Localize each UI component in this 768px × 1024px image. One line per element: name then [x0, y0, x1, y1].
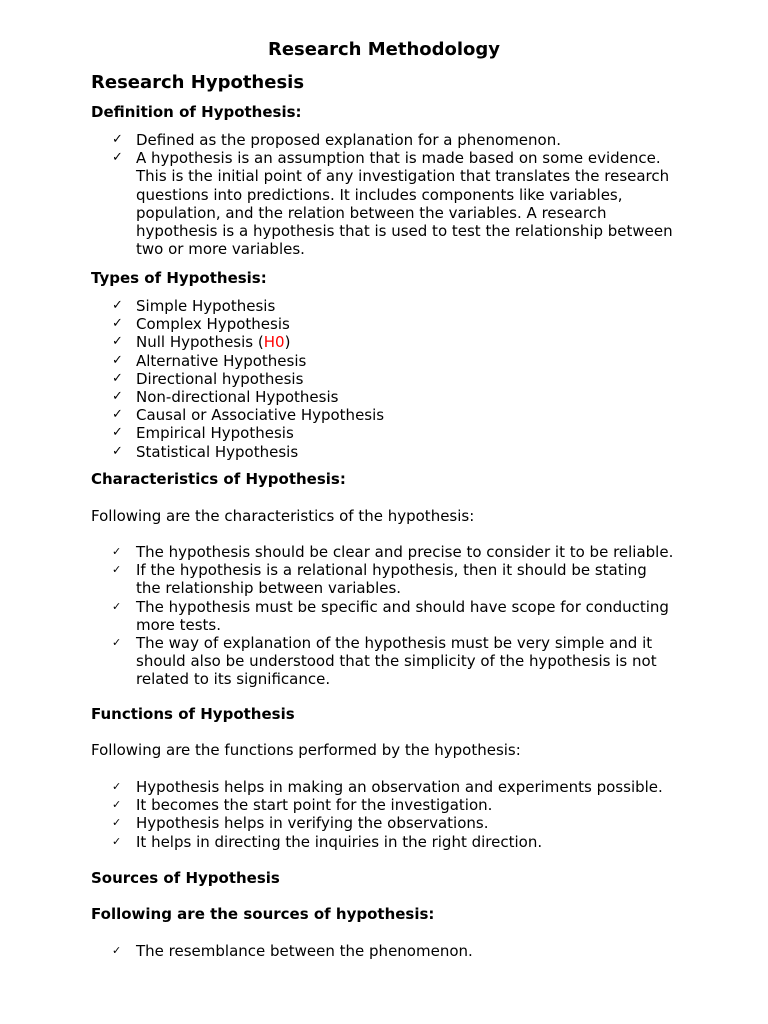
document-title: Research Methodology [267, 39, 501, 60]
checkmark-icon: ✓ [112, 834, 122, 848]
functions-list [0, 778, 700, 851]
checkmark-icon: ✓ [112, 389, 123, 405]
list-item: ✓ Alternative Hypothesis [112, 351, 307, 370]
list-item: ✓ The resemblance between the phenomenon. [112, 942, 473, 960]
checkmark-icon: ✓ [112, 563, 122, 577]
list-item: ✓ Causal or Associative Hypothesis [112, 406, 385, 425]
checkmark-icon: ✓ [112, 599, 122, 613]
checkmark-icon: ✓ [112, 816, 122, 830]
functions-intro: Following are the functions performed by the hypothesis: [91, 741, 521, 759]
list-item: ✓ Statistical Hypothesis [112, 442, 299, 461]
list-item: ✓ Complex Hypothesis [112, 315, 290, 334]
characteristics-list [0, 543, 700, 689]
checkmark-icon: ✓ [112, 798, 122, 812]
list-item: ✓ The hypothesis must be specific and should have scope for conducting more tests. [112, 597, 669, 634]
null-hypothesis-symbol: H0 [263, 333, 285, 352]
list-item: ✓ Non-directional Hypothesis [112, 388, 339, 407]
checkmark-icon: ✓ [112, 150, 123, 166]
checkmark-icon: ✓ [112, 443, 123, 459]
list-item: ✓ Defined as the proposed explanation for a phenomenon. [112, 131, 561, 149]
list-item: ✓ Directional hypothesis [112, 369, 304, 388]
checkmark-icon: ✓ [112, 407, 123, 423]
types-list [0, 297, 700, 461]
types-heading: Types of Hypothesis: [91, 269, 267, 287]
checkmark-icon: ✓ [112, 636, 122, 650]
checkmark-icon: ✓ [112, 545, 122, 558]
checkmark-icon: ✓ [112, 316, 123, 332]
checkmark-icon: ✓ [112, 370, 123, 386]
list-item: ✓ Null Hypothesis (H0) [112, 333, 291, 352]
section-heading: Research Hypothesis [91, 72, 305, 93]
checkmark-icon: ✓ [112, 944, 122, 957]
checkmark-icon: ✓ [112, 298, 123, 313]
characteristics-heading: Characteristics of Hypothesis: [91, 470, 346, 488]
checkmark-icon: ✓ [112, 425, 123, 441]
checkmark-icon: ✓ [112, 352, 123, 368]
list-item: ✓ Simple Hypothesis [112, 297, 276, 315]
sources-list [0, 942, 700, 960]
list-item: ✓ Hypothesis helps in verifying the observations. [112, 814, 489, 833]
characteristics-intro: Following are the characteristics of the hypothesis: [91, 507, 475, 525]
checkmark-icon: ✓ [112, 780, 122, 793]
definition-heading: Definition of Hypothesis: [91, 103, 302, 121]
list-item: ✓ It becomes the start point for the investigation. [112, 796, 493, 815]
sources-intro: Following are the sources of hypothesis: [91, 905, 435, 923]
checkmark-icon: ✓ [112, 132, 123, 147]
list-item: ✓ The hypothesis should be clear and precise to consider it to be reliable. [112, 543, 674, 561]
checkmark-icon: ✓ [112, 334, 123, 350]
definition-list [0, 131, 700, 258]
functions-heading: Functions of Hypothesis [91, 705, 295, 723]
list-item: ✓ Hypothesis helps in making an observation and experiments possible. [112, 778, 663, 796]
sources-heading: Sources of Hypothesis [91, 869, 280, 887]
list-item: ✓ It helps in directing the inquiries in the right direction. [112, 832, 543, 851]
list-item: ✓ The way of explanation of the hypothesis must be very simple and it should also be understood that the simplicity of the hypothesis is not related to its significance. [112, 634, 657, 689]
list-item: ✓ A hypothesis is an assumption that is made based on some evidence. This is the initial point of any investigation that translates the research questions into predictions. It includes components like variables, population, and the relation between the variables. A research hypothesis is a hypothesis that is used to test the relationship between two or more variables. [112, 149, 673, 259]
list-item: ✓ If the hypothesis is a relational hypothesis, then it should be stating the relationship between variables. [112, 561, 647, 598]
list-item: ✓ Empirical Hypothesis [112, 424, 294, 443]
